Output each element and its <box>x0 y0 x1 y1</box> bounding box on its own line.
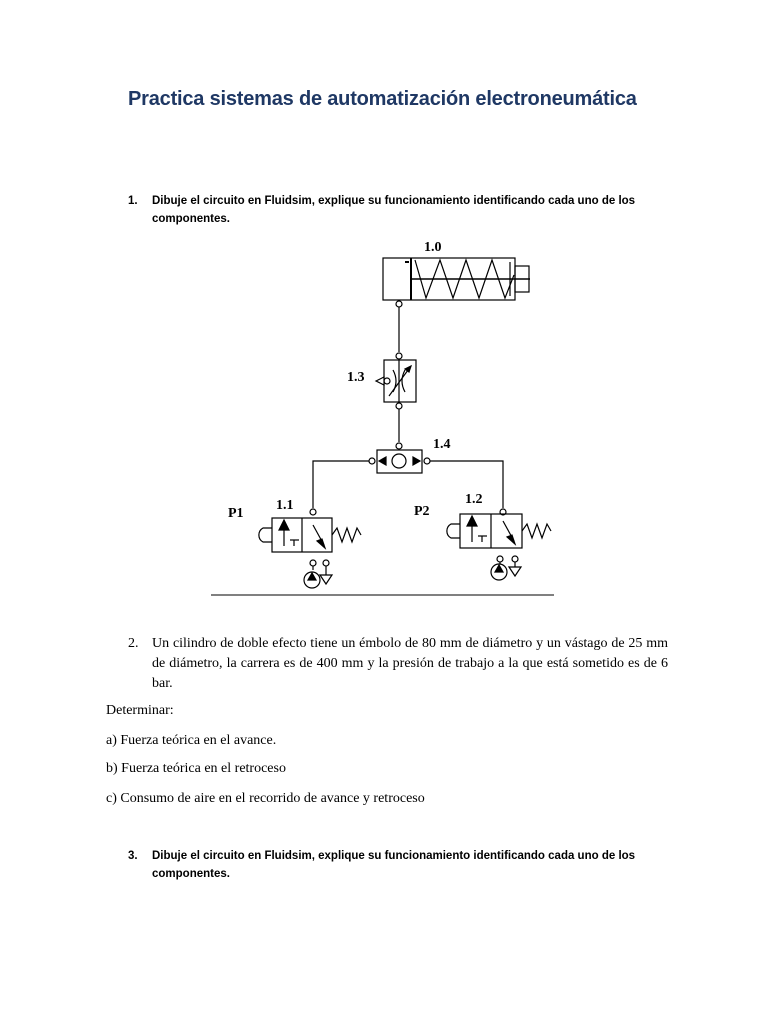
directional-valve-1 <box>259 509 361 588</box>
valve-2-label: 1.2 <box>465 492 483 507</box>
item-a: a) Fuerza teórica en el avance. <box>106 733 277 748</box>
double-acting-cylinder <box>383 258 530 300</box>
page-title: Practica sistemas de automatización electroneumática <box>128 88 637 110</box>
question-2-text: Un cilindro de doble efecto tiene un émbolo de 80 mm de diámetro y un vástago de 25 mm de diámetro, la carrera es de 400 mm y la presión de trabajo a la que está sometido es de 6 bar. <box>152 636 668 691</box>
valve-1-label: 1.1 <box>276 498 294 513</box>
shuttle-valve <box>377 450 422 473</box>
button-2-label: P2 <box>414 504 430 519</box>
cylinder-label: 1.0 <box>424 240 442 255</box>
question-3-number: 3. <box>128 850 138 862</box>
question-1-text: Dibuje el circuito en Fluidsim, explique su funcionamiento identificando cada uno de los componentes. <box>152 195 636 225</box>
item-b: b) Fuerza teórica en el retroceso <box>106 761 286 776</box>
question-2-number: 2. <box>128 636 139 651</box>
shuttle-valve-label: 1.4 <box>433 437 451 452</box>
flow-valve-label: 1.3 <box>347 370 365 385</box>
question-3-text: Dibuje el circuito en Fluidsim, explique su funcionamiento identificando cada uno de los componentes. <box>152 850 636 880</box>
flow-control-valve <box>376 360 416 402</box>
determinar-label: Determinar: <box>106 703 174 718</box>
question-1-number: 1. <box>128 195 138 207</box>
directional-valve-2 <box>447 509 551 580</box>
button-1-label: P1 <box>228 506 244 521</box>
item-c: c) Consumo de aire en el recorrido de avance y retroceso <box>106 791 425 806</box>
